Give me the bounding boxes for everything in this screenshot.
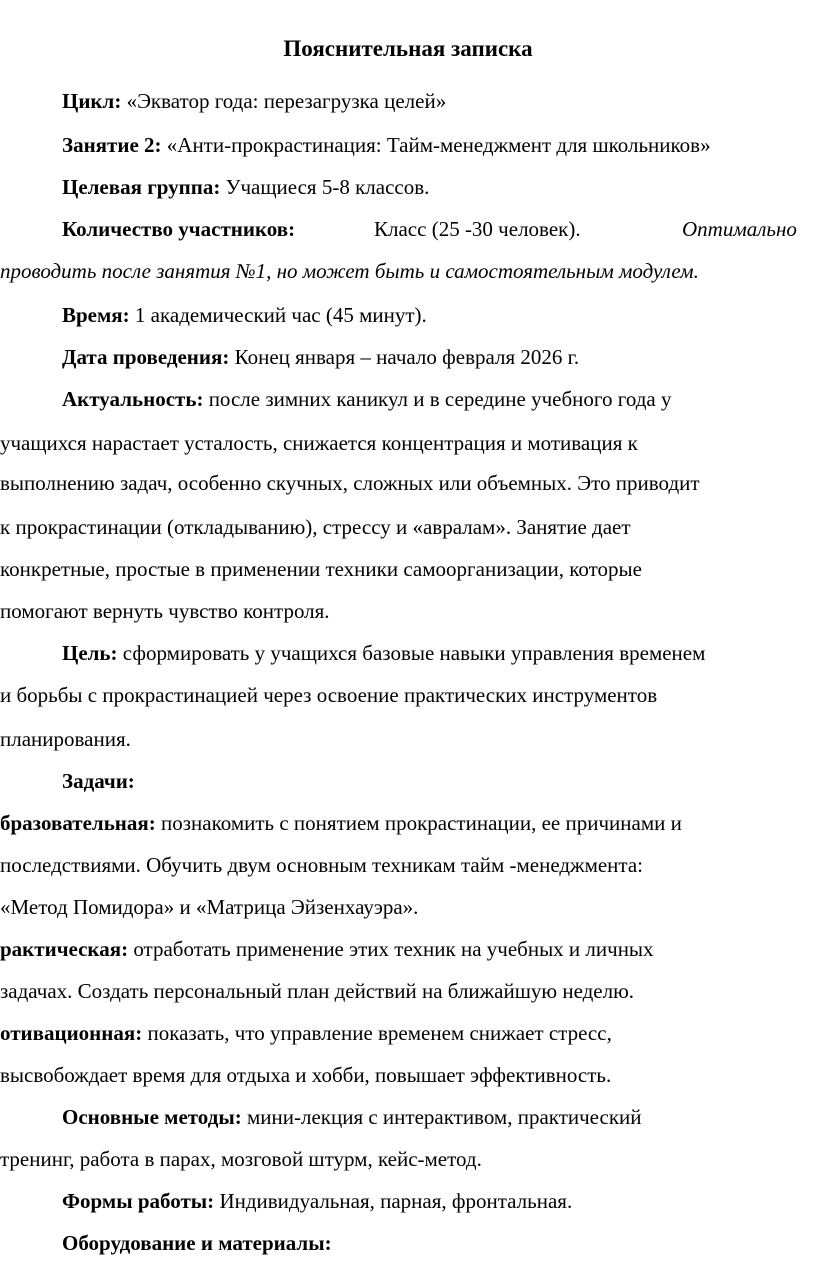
cycle-value: «Экватор года: перезагрузка целей» (121, 89, 447, 113)
task-educational-line-2: последствиями. Обучить двум основным техникам тайм -менеджмента: (0, 853, 644, 877)
task-educational-text-1: познакомить с понятием прокрастинации, ее причинами и (155, 811, 682, 835)
lesson-line (62, 132, 816, 158)
goal-text-1: сформировать у учащихся базовые навыки управления временем (117, 641, 706, 665)
goal-line-1 (62, 640, 816, 666)
cycle-line (62, 88, 816, 114)
forms-line (62, 1188, 816, 1214)
time-value: 1 академический час (45 минут). (129, 303, 427, 327)
goal-label: Цель: (62, 641, 118, 665)
task-practical-line-2: задачах. Создать персональный план действий на ближайшую неделю. (0, 979, 635, 1003)
forms-value: Индивидуальная, парная, фронтальная. (214, 1189, 573, 1213)
task-motivational-label: отивационная: (0, 1021, 143, 1045)
relevance-line-2: учащихся нарастает усталость, снижается концентрация и мотивация к (0, 431, 638, 455)
date-label: Дата проведения: (62, 345, 230, 369)
relevance-label: Актуальность: (62, 387, 204, 411)
tasks-label: Задачи: (62, 769, 135, 793)
participants-note-end: проводить после занятия №1, но может быть и самостоятельным модулем. (0, 259, 699, 283)
methods-line-2: тренинг, работа в парах, мозговой штурм, кейс-метод. (0, 1147, 482, 1171)
date-value: Конец января – начало февраля 2026 г. (229, 345, 580, 369)
task-practical-line-1 (0, 936, 816, 962)
cycle-label: Цикл: (62, 89, 122, 113)
target-group-line (62, 174, 816, 200)
goal-line-2: и борьбы с прокрастинацией через освоение практических инструментов (0, 683, 658, 707)
participants-value: Класс (25 -30 человек). (374, 217, 581, 241)
relevance-line-4: к прокрастинации (откладыванию), стрессу и «авралам». Занятие дает (0, 515, 631, 539)
target-group-value: Учащиеся 5-8 классов. (220, 175, 430, 199)
task-educational-label: бразовательная: (0, 811, 156, 835)
participants-label: Количество участников: (62, 217, 296, 241)
task-motivational-line-2: высвобождает время для отдыха и хобби, повышает эффективность. (0, 1063, 612, 1087)
relevance-line-5: конкретные, простые в применении техники самоорганизации, которые (0, 557, 642, 581)
task-educational-line-3: «Метод Помидора» и «Матрица Эйзенхауэра». (0, 895, 419, 919)
participants-note-line (0, 258, 816, 284)
lesson-value: «Анти-прокрастинация: Тайм-менеджмент для школьников» (161, 133, 711, 157)
participants-note-start: Оптимально (682, 217, 797, 241)
participants-line (62, 216, 816, 242)
target-group-label: Целевая группа: (62, 175, 221, 199)
task-practical-label: рактическая: (0, 937, 129, 961)
relevance-text-1: после зимних каникул и в середине учебного года у (203, 387, 672, 411)
task-motivational-text-1: показать, что управление временем снижает стресс, (142, 1021, 612, 1045)
relevance-line-3: выполнению задач, особенно скучных, сложных или объемных. Это приводит (0, 471, 700, 495)
goal-line-3: планирования. (0, 727, 131, 751)
page-title: Пояснительная записка (283, 36, 533, 61)
task-motivational-line-1 (0, 1020, 816, 1046)
time-label: Время: (62, 303, 130, 327)
forms-label: Формы работы: (62, 1189, 215, 1213)
equipment-label: Оборудование и материалы: (62, 1231, 332, 1255)
tasks-heading (62, 768, 816, 794)
methods-label: Основные методы: (62, 1105, 242, 1129)
methods-text-1: мини-лекция с интерактивом, практический (241, 1105, 642, 1129)
equipment-line (62, 1230, 816, 1256)
task-educational-line-1 (0, 810, 816, 836)
time-line (62, 302, 816, 328)
methods-line-1 (62, 1104, 816, 1130)
lesson-label: Занятие 2: (62, 133, 162, 157)
date-line (62, 344, 816, 370)
relevance-line-6: помогают вернуть чувство контроля. (0, 599, 330, 623)
relevance-line-1 (62, 386, 816, 412)
task-practical-text-1: отработать применение этих техник на учебных и личных (128, 937, 654, 961)
